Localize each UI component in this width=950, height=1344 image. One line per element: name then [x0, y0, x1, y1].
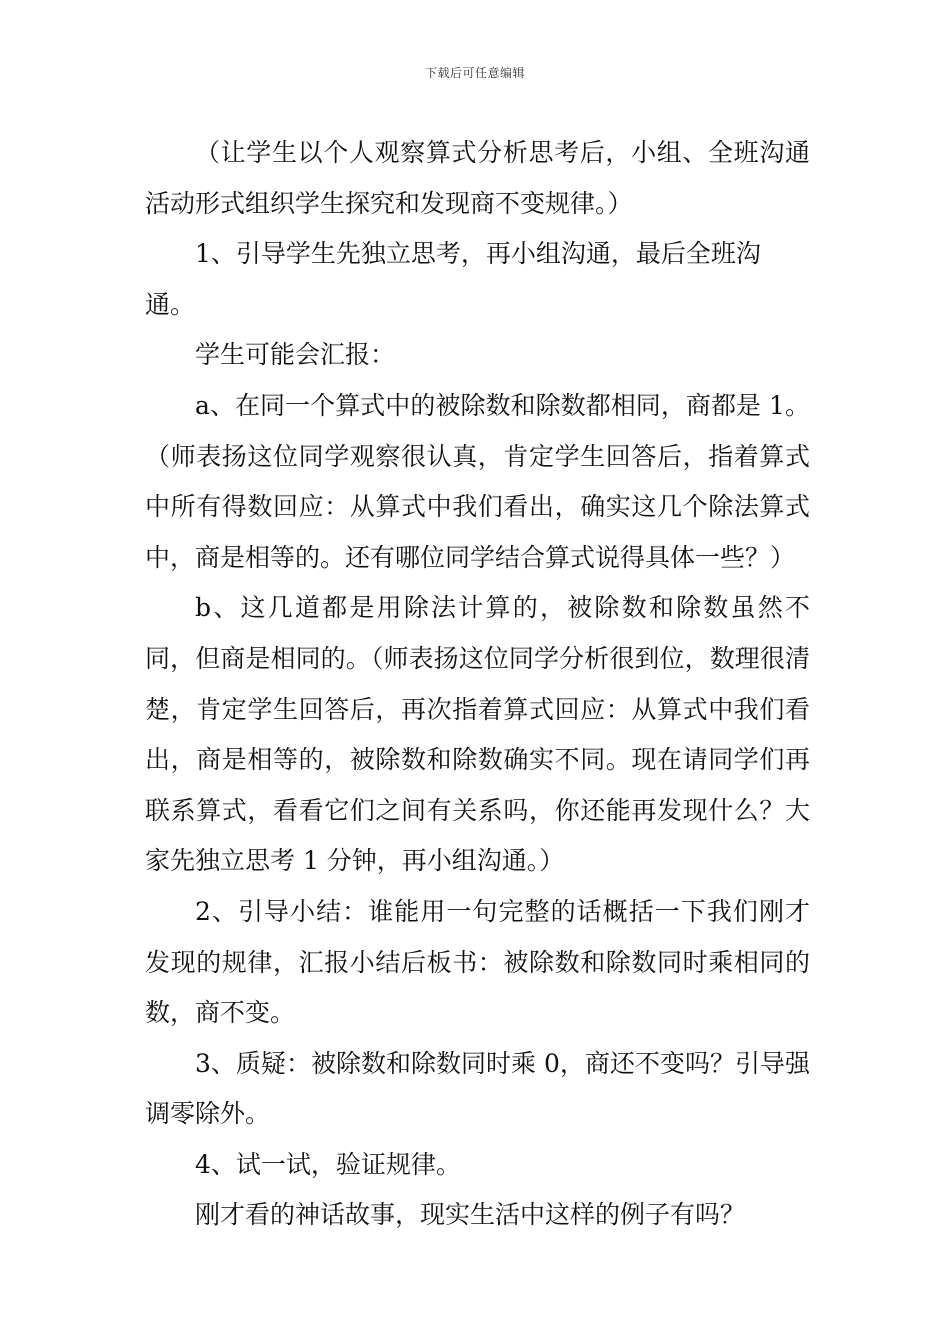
paragraph-question: 刚才看的神话故事，现实生活中这样的例子有吗？: [195, 1200, 746, 1230]
paragraph-report-a: a、在同一个算式中的被除数和除数都相同，商都是 1。（师表扬这位同学观察很认真，肯定学生回答后，指着算式中所有得数回应：从算式中我们看出，确实这几个除法算式中，商是相等的。还有哪位同学结合算式说得具体一些？）: [145, 390, 810, 572]
paragraph-report-b: b、这几道都是用除法计算的，被除数和除数虽然不同，但商是相同的。（师表扬这位同学分析很到位，数理很清楚，肯定学生回答后，再次指着算式回应：从算式中我们看出，商是相等的，被除数和除数确实不同。现在请同学们再联系算式，看看它们之间有关系吗，你还能再发现什么？大家先独立思考 1 分钟，再小组沟通。）: [145, 593, 810, 876]
paragraph-intro: （让学生以个人观察算式分析思考后，小组、全班沟通活动形式组织学生探究和发现商不变规律。）: [145, 138, 810, 218]
paragraph-student-report: 学生可能会汇报：: [195, 340, 396, 370]
paragraph-step-3: 3、质疑：被除数和除数同时乘 0，商还不变吗？引导强调零除外。: [145, 1048, 810, 1129]
paragraph-step-4: 4、试一试，验证规律。: [195, 1149, 461, 1179]
page-header: 下载后可任意编辑: [424, 66, 525, 80]
document-body: [145, 128, 810, 1241]
paragraph-step-2: 2、引导小结：谁能用一句完整的话概括一下我们刚才发现的规律，汇报小结后板书：被除数和除数同时乘相同的数，商不变。: [145, 896, 810, 1028]
paragraph-step-1: 1、引导学生先独立思考，再小组沟通，最后全班沟通。: [145, 239, 761, 319]
